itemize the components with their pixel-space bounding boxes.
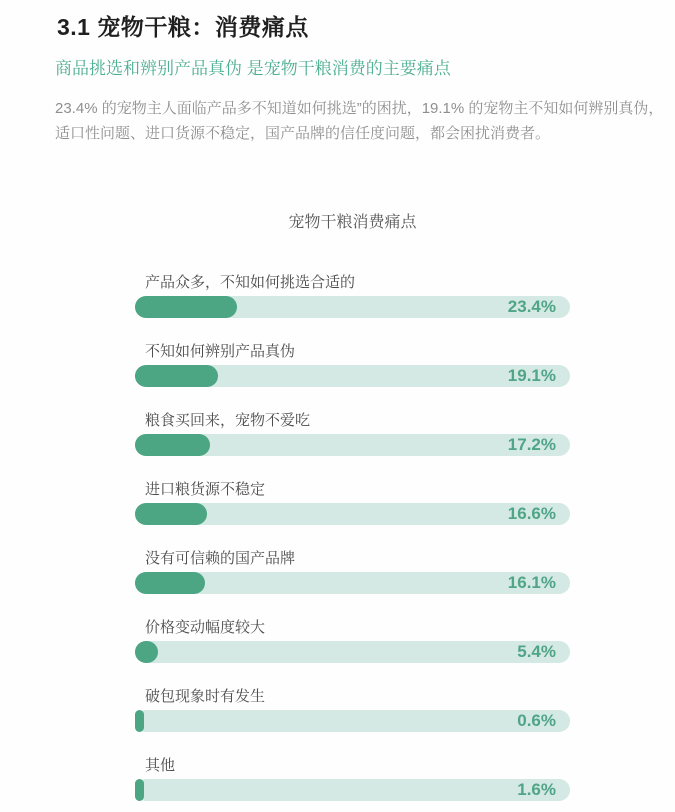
section-body — [55, 96, 664, 146]
bar-value-label: 17.2% — [507, 435, 556, 454]
bar-row — [135, 619, 570, 663]
bar-row — [135, 481, 570, 525]
bar-value-label: 1.6% — [517, 780, 556, 799]
section-header — [0, 0, 675, 146]
bar-fill — [135, 434, 210, 456]
bar-category-label: 没有可信赖的国产品牌 — [145, 550, 296, 567]
bar-row — [135, 688, 570, 732]
bar-row — [135, 412, 570, 456]
chart-title: 宠物干粮消费痛点 — [288, 214, 417, 231]
bar-track — [135, 365, 570, 387]
bar-track — [135, 503, 570, 525]
bar-fill — [135, 641, 158, 663]
bar-track — [135, 779, 570, 801]
bar-row — [135, 550, 570, 594]
bar-fill — [135, 572, 205, 594]
bar-row — [135, 274, 570, 318]
bar-row — [135, 757, 570, 801]
pain-points-bar-chart — [135, 214, 570, 801]
bar-category-label: 进口粮货源不稳定 — [145, 481, 266, 498]
bar-track — [135, 296, 570, 318]
section-subtitle: 商品挑选和辨别产品真伪 是宠物干粮消费的主要痛点 — [55, 59, 451, 78]
bar-category-label: 产品众多，不知如何挑选合适的 — [145, 274, 356, 291]
bar-track — [135, 641, 570, 663]
bar-value-label: 0.6% — [517, 711, 556, 730]
bar-row — [135, 343, 570, 387]
bar-value-label: 23.4% — [507, 297, 556, 316]
bar-value-label: 5.4% — [517, 642, 556, 661]
bar-fill — [135, 296, 237, 318]
body-line-2: 适口性问题、进口货源不稳定，国产品牌的信任度问题，都会困扰消费者。 — [55, 125, 551, 142]
bar-value-label: 19.1% — [507, 366, 556, 385]
body-line-1: 23.4% 的宠物主人面临产品多不知道如何挑选”的困扰，19.1% 的宠物主不知如何辨别真伪， — [55, 100, 664, 117]
section-title: 3.1 宠物干粮：消费痛点 — [57, 14, 309, 40]
bar-category-label: 不知如何辨别产品真伪 — [145, 343, 296, 360]
bar-fill — [135, 710, 144, 732]
bar-value-label: 16.1% — [507, 573, 556, 592]
bar-value-label: 16.6% — [507, 504, 556, 523]
bar-track — [135, 434, 570, 456]
bar-category-label: 破包现象时有发生 — [145, 688, 266, 705]
bar-track — [135, 572, 570, 594]
bar-fill — [135, 779, 144, 801]
bar-category-label: 价格变动幅度较大 — [145, 619, 266, 636]
bar-category-label: 其他 — [145, 757, 176, 774]
bar-fill — [135, 365, 218, 387]
bar-category-label: 粮食买回来，宠物不爱吃 — [145, 412, 311, 429]
bar-track — [135, 710, 570, 732]
bar-fill — [135, 503, 207, 525]
bar-rows — [135, 274, 570, 801]
